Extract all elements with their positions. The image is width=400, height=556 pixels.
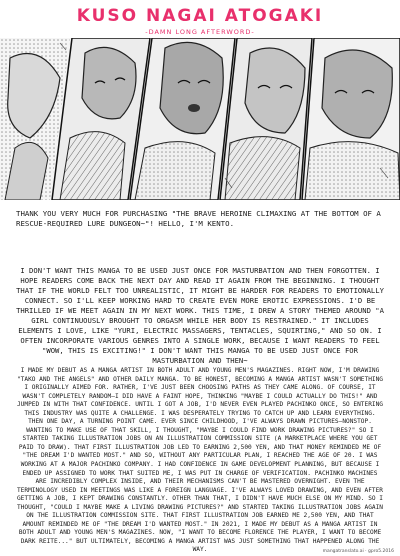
afterword-title: KUSO NAGAI ATOGAKI <box>76 6 324 26</box>
afterword-paragraph-biography: I MADE MY DEBUT AS A MANGA ARTIST IN BOTH ADULT AND YOUNG MEN'S MAGAZINES. RIGHT NOW, I'M DRAWING "TAKO AND THE ANGELS" AND OTHER DAILY MANGA. TO BE HONEST, BECOMING A MANGA ARTIST WASN'T SOMETHING I ORIGINALLY AIMED FOR. RATHER, I'VE JUST BEEN CHOOSING PATHS AS THEY CAME ALONG. OF COURSE, IT WASN'T COMPLETELY RANDOM—I DID HAVE A FAINT HOPE, THINKING "MAYBE I COULD ACTUALLY DO THIS!" AND JUMPED IN WITH THAT CONFIDENCE. UNTIL I GOT A JOB, I'D NEVER EVEN PLAYED PACHINKO ONCE, SO ENTERING THIS INDUSTRY WAS QUITE A CHALLENGE. I WAS DESPERATELY TRYING TO CATCH UP AND LEARN EVERYTHING. THEN ONE DAY, A TURNING POINT CAME. EVER SINCE CHILDHOOD, I'VE ALWAYS DRAWN PICTURES—NONSTOP. WANTING TO MAKE USE OF THAT SKILL, I THOUGHT, "MAYBE I COULD FIND WORK DRAWING PICTURES?" SO I STARTED TAKING ILLUSTRATION JOBS ON AN ILLUSTRATION COMMISSION SITE (A MARKETPLACE WHERE YOU GET PAID TO DRAW). THAT FIRST ILLUSTRATION JOB LED TO EARNING 2,500 YEN, AND THAT MONEY REMINDED ME OF "THE DREAM I'D WANTED MOST." AND SO, WITHOUT ANY PARTICULAR PLAN, I REACHED THE AGE OF 20. I WAS WORKING AT A MAJOR PACHINKO COMPANY. I HAD CONFIDENCE IN GAME DEVELOPMENT PLANNING, BUT BECAUSE I ENDED UP ASSIGNED TO WORK THAT SUITED ME, I WAS PUT IN CHARGE OF VERIFICATION. PACHINKO MACHINES ARE INCREDIBLY COMPLEX INSIDE, AND THEIR MECHANISMS CAN'T BE MASTERED OVERNIGHT. EVEN THE TERMINOLOGY USED IN MEETINGS WAS LIKE A FOREIGN LANGUAGE. I'VE ALWAYS LOVED DRAWING, AND EVEN AFTER GETTING A JOB, I KEPT DRAWING CONSTANTLY. OTHER THAN THAT, I DIDN'T HAVE MUCH ELSE ON MY MIND. SO I THOUGHT, "COULD I MAYBE MAKE A LIVING DRAWING PICTURES?" AND STARTED TAKING ILLUSTRATION JOBS AGAIN ON THE ILLUSTRATION COMMISSION SITE. THAT FIRST ILLUSTRATION JOB EARNED ME 2,500 YEN, AND THAT AMOUNT REMINDED ME OF "THE DREAM I'D WANTED MOST." IN 2021, I MADE MY DEBUT AS A MANGA ARTIST IN BOTH ADULT AND YOUNG MEN'S MAGAZINES. NOW, "I WANT TO BECOME FLORENCE THE PLAYER, I WANT TO BECOME DARK REITE..." BUT ULTIMATELY, BECOMING A MANGA ARTIST WAS JUST SOMETHING THAT HAPPENED ALONG THE WAY. <box>16 367 383 554</box>
afterword-subtitle: -DAMN LONG AFTERWORD- <box>145 28 255 36</box>
artwork-panel-strip <box>0 38 400 200</box>
afterword-paragraph-intro: THANK YOU VERY MUCH FOR PURCHASING "THE BRAVE HEROINE CLIMAXING AT THE BOTTOM OF A RESCUE-REQUIRED LURE DUNGEON~"! HELLO, I'M KENTO. <box>16 209 381 229</box>
artwork-illustration <box>0 38 400 200</box>
afterword-paragraph-main: I DON'T WANT THIS MANGA TO BE USED JUST ONCE FOR MASTURBATION AND THEN FORGOTTEN. I HOPE READERS COME BACK THE NEXT DAY AND READ IT AGAIN FROM THE BEGINNING. I THOUGHT THAT IF THE WORLD FELT TOO UNREALISTIC, IT MIGHT BE HARDER FOR READERS TO EMOTIONALLY CONNECT. SO I'LL KEEP WORKING HARD TO CREATE EVEN MORE EROTIC EXPRESSIONS. I'D BE THRILLED IF WE MEET AGAIN IN MY NEXT WORK. THIS TIME, I DREW A STORY THEMED AROUND "A GIRL CONTINUOUSLY BROUGHT TO ORGASM WHILE HER BODY IS RESTRAINED." IT INCLUDES ELEMENTS I LOVE, LIKE "YURI, ELECTRIC MASSAGERS, TENTACLES, SQUIRTING," AND SO ON. I OFTEN INCORPORATE VARIOUS GENRES INTO A SINGLE WORK, BECAUSE I WANT READERS TO FEEL "WOW, THIS IS EXCITING!" I DON'T WANT THIS MANGA TO BE USED JUST ONCE FOR MASTURBATION AND THEN~ <box>16 266 384 365</box>
translation-credit: mangatranslato.ai · gpro5.2016 <box>322 549 394 554</box>
